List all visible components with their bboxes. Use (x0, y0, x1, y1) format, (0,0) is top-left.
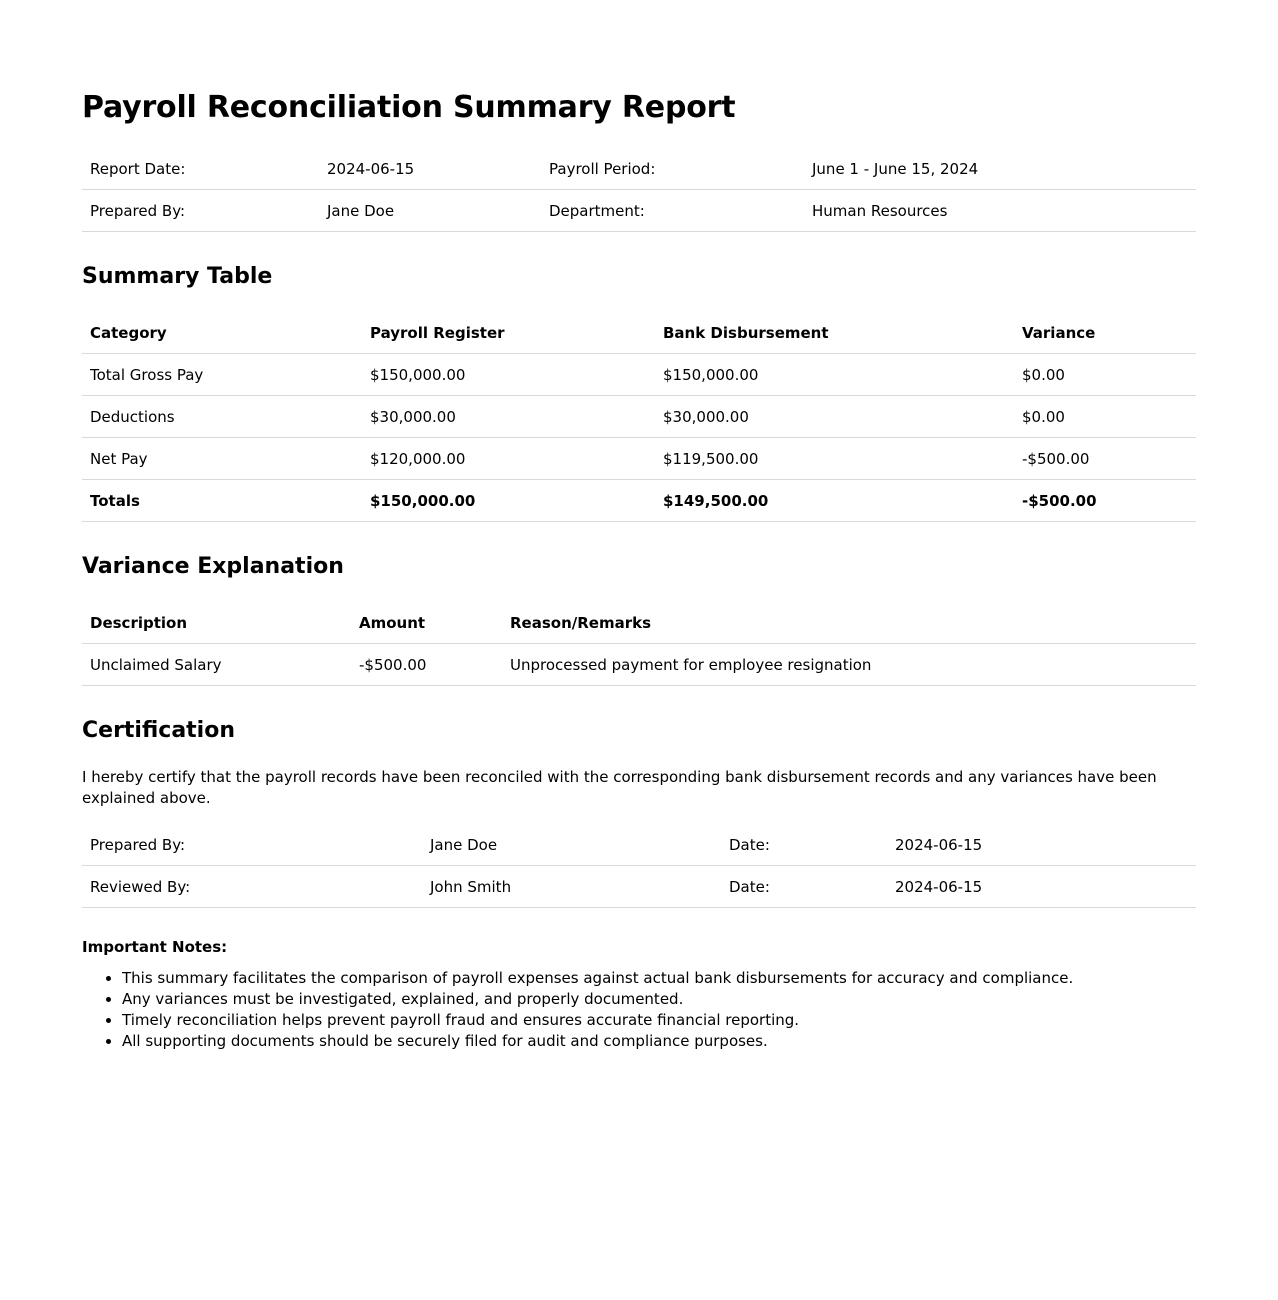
table-cell: Total Gross Pay (82, 354, 362, 396)
date-value: 2024-06-15 (887, 866, 1196, 908)
report-date-label: Report Date: (82, 148, 319, 190)
table-cell: $150,000.00 (655, 354, 1014, 396)
report-date-value: 2024-06-15 (319, 148, 541, 190)
table-cell: Unprocessed payment for employee resignation (502, 644, 1196, 686)
column-header: Variance (1014, 312, 1196, 354)
table-cell: $120,000.00 (362, 438, 655, 480)
column-header: Category (82, 312, 362, 354)
column-header: Payroll Register (362, 312, 655, 354)
reviewed-by-name: John Smith (422, 866, 721, 908)
certification-statement: I hereby certify that the payroll records have been reconciled with the corresponding bank disbursement records and any variances have been explained above. (82, 768, 1157, 807)
totals-row (82, 480, 1196, 522)
column-header: Description (82, 602, 351, 644)
table-cell: Net Pay (82, 438, 362, 480)
table-cell: -$500.00 (351, 644, 502, 686)
report-title: Payroll Reconciliation Summary Report (82, 90, 736, 125)
payroll-period-label: Payroll Period: (541, 148, 804, 190)
totals-label: Totals (82, 480, 362, 522)
variance-explanation-heading: Variance Explanation (82, 554, 344, 579)
variance-header-row (82, 602, 1196, 644)
table-row (82, 644, 1196, 686)
totals-cell: $150,000.00 (362, 480, 655, 522)
signoff-row (82, 866, 1196, 908)
table-cell: $30,000.00 (362, 396, 655, 438)
summary-table-heading: Summary Table (82, 264, 273, 289)
date-label: Date: (721, 866, 887, 908)
column-header: Bank Disbursement (655, 312, 1014, 354)
important-notes-list (82, 968, 1196, 1052)
totals-cell: $149,500.00 (655, 480, 1014, 522)
list-item: • This summary facilitates the comparison of payroll expenses against actual bank disbursements for accuracy and compliance. (122, 968, 1196, 989)
column-header: Amount (351, 602, 502, 644)
prepared-by-label: Prepared By: (82, 824, 422, 866)
signoff-row (82, 824, 1196, 866)
summary-header-row (82, 312, 1196, 354)
certification-heading: Certification (82, 718, 236, 743)
prepared-by-value: Jane Doe (319, 190, 541, 232)
payroll-period-value: June 1 - June 15, 2024 (804, 148, 1196, 190)
list-item: • Timely reconciliation helps prevent payroll fraud and ensures accurate financial reporting. (122, 1010, 1196, 1031)
table-cell: $0.00 (1014, 396, 1196, 438)
table-cell: -$500.00 (1014, 438, 1196, 480)
date-label: Date: (721, 824, 887, 866)
important-notes-title: Important Notes: (82, 938, 228, 956)
report-info-table (82, 148, 1196, 232)
table-cell: $30,000.00 (655, 396, 1014, 438)
list-item: • All supporting documents should be securely filed for audit and compliance purposes. (122, 1031, 1196, 1052)
summary-table (82, 312, 1196, 522)
table-cell: $119,500.00 (655, 438, 1014, 480)
department-value: Human Resources (804, 190, 1196, 232)
department-label: Department: (541, 190, 804, 232)
info-row (82, 148, 1196, 190)
column-header: Reason/Remarks (502, 602, 1196, 644)
prepared-by-label: Prepared By: (82, 190, 319, 232)
table-cell: Unclaimed Salary (82, 644, 351, 686)
date-value: 2024-06-15 (887, 824, 1196, 866)
table-row (82, 396, 1196, 438)
table-cell: Deductions (82, 396, 362, 438)
reviewed-by-label: Reviewed By: (82, 866, 422, 908)
info-row (82, 190, 1196, 232)
variance-table (82, 602, 1196, 686)
table-cell: $150,000.00 (362, 354, 655, 396)
totals-cell: -$500.00 (1014, 480, 1196, 522)
table-row (82, 354, 1196, 396)
table-row (82, 438, 1196, 480)
table-cell: $0.00 (1014, 354, 1196, 396)
certification-table (82, 824, 1196, 908)
prepared-by-name: Jane Doe (422, 824, 721, 866)
list-item: • Any variances must be investigated, explained, and properly documented. (122, 989, 1196, 1010)
